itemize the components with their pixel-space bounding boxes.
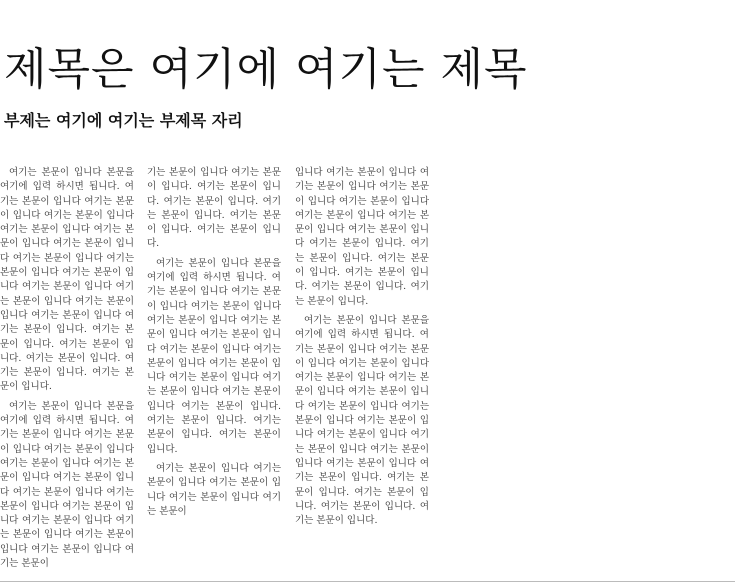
body-paragraph: 입니다 여기는 본문이 입니다 여기는 본문이 입니다 여기는 본문이 입니다 여기는 본문이 입니다 여기는 본문이 입니다 여기는 본문이 입니다 여기는 본문이 입니다 여기는 본문이 입니다. 여기는 본문이 입니다. 여기는 본문이 입니다. 여기는 본문이 입니다. 여기는 본문이 입니다. 여기는 본문이 입니다. bbox=[295, 167, 429, 307]
page-subtitle: 부제는 여기에 여기는 부제목 자리 bbox=[4, 111, 243, 130]
body-paragraph: 여기는 본문이 입니다 여기는 본문이 입니다 여기는 본문이 입니다 여기는 본문이 입니다 여기는 본문이 bbox=[147, 462, 281, 517]
body-column-2 bbox=[147, 166, 281, 524]
bottom-divider bbox=[0, 581, 735, 582]
body-paragraph: 여기는 본문이 입니다 본문을 여기에 입력 하시면 됩니다. 여기는 본문이 입니다 여기는 본문이 입니다 여기는 본문이 입니다 여기는 본문이 입니다 여기는 본문이 입니다 여기는 본문이 입니다 여기는 본문이 입니다 여기는 본문이 입니다 여기는 본문이 입니다 여기는 본문이 입니다 여기는 본문이 입니다 여기는 본문이 입니다 여기는 본문이 입니다 여기는 본문이 bbox=[0, 400, 134, 570]
body-paragraph: 여기는 본문이 입니다 본문을 여기에 입력 하시면 됩니다. 여기는 본문이 입니다 여기는 본문이 입니다 여기는 본문이 입니다 여기는 본문이 입니다 여기는 본문이 입니다 여기는 본문이 입니다 여기는 본문이 입니다 여기는 본문이 입니다 여기는 본문이 입니다 여기는 본문이 입니다 여기는 본문이 입니다 여기는 본문이 입니다 여기는 본문이 입니다. 여기는 본문이 입니다. 여기는 본문이 입니다. 여기는 본문이 입니다. bbox=[147, 257, 281, 455]
page-title: 제목은 여기에 여기는 제목 bbox=[4, 44, 528, 95]
body-paragraph: 기는 본문이 입니다 여기는 본문이 입니다. 여기는 본문이 입니다. 여기는 본문이 입니다. 여기는 본문이 입니다. 여기는 본문이 입니다. 여기는 본문이 입니다. bbox=[147, 167, 281, 250]
body-column-3 bbox=[295, 166, 429, 533]
body-paragraph: 여기는 본문이 입니다 본문을 여기에 입력 하시면 됩니다. 여기는 본문이 입니다 여기는 본문이 입니다 여기는 본문이 입니다 여기는 본문이 입니다 여기는 본문이 입니다 여기는 본문이 입니다 여기는 본문이 입니다 여기는 본문이 입니다 여기는 본문이 입니다 여기는 본문이 입니다 여기는 본문이 입니다 여기는 본문이 입니다 여기는 본문이 입니다 여기는 본문이 입니다. 여기는 본문이 입니다. 여기는 본문이 입니다. 여기는 본문이 입니다. 여기는 본문이 입니다. bbox=[295, 314, 429, 527]
body-column-1 bbox=[0, 166, 134, 576]
body-paragraph: 여기는 본문이 입니다 본문을 여기에 입력 하시면 됩니다. 여기는 본문이 입니다 여기는 본문이 입니다 여기는 본문이 입니다 여기는 본문이 입니다 여기는 본문이 입니다 여기는 본문이 입니다 여기는 본문이 입니다 여기는 본문이 입니다 여기는 본문이 입니다 여기는 본문이 입니다 여기는 본문이 입니다 여기는 본문이 입니다 여기는 본문이 입니다 여기는 본문이 입니다. 여기는 본문이 입니다. 여기는 본문이 입니다. 여기는 본문이 입니다. 여기는 본문이 입니다. 여기는 본문이 입니다. bbox=[0, 167, 134, 393]
